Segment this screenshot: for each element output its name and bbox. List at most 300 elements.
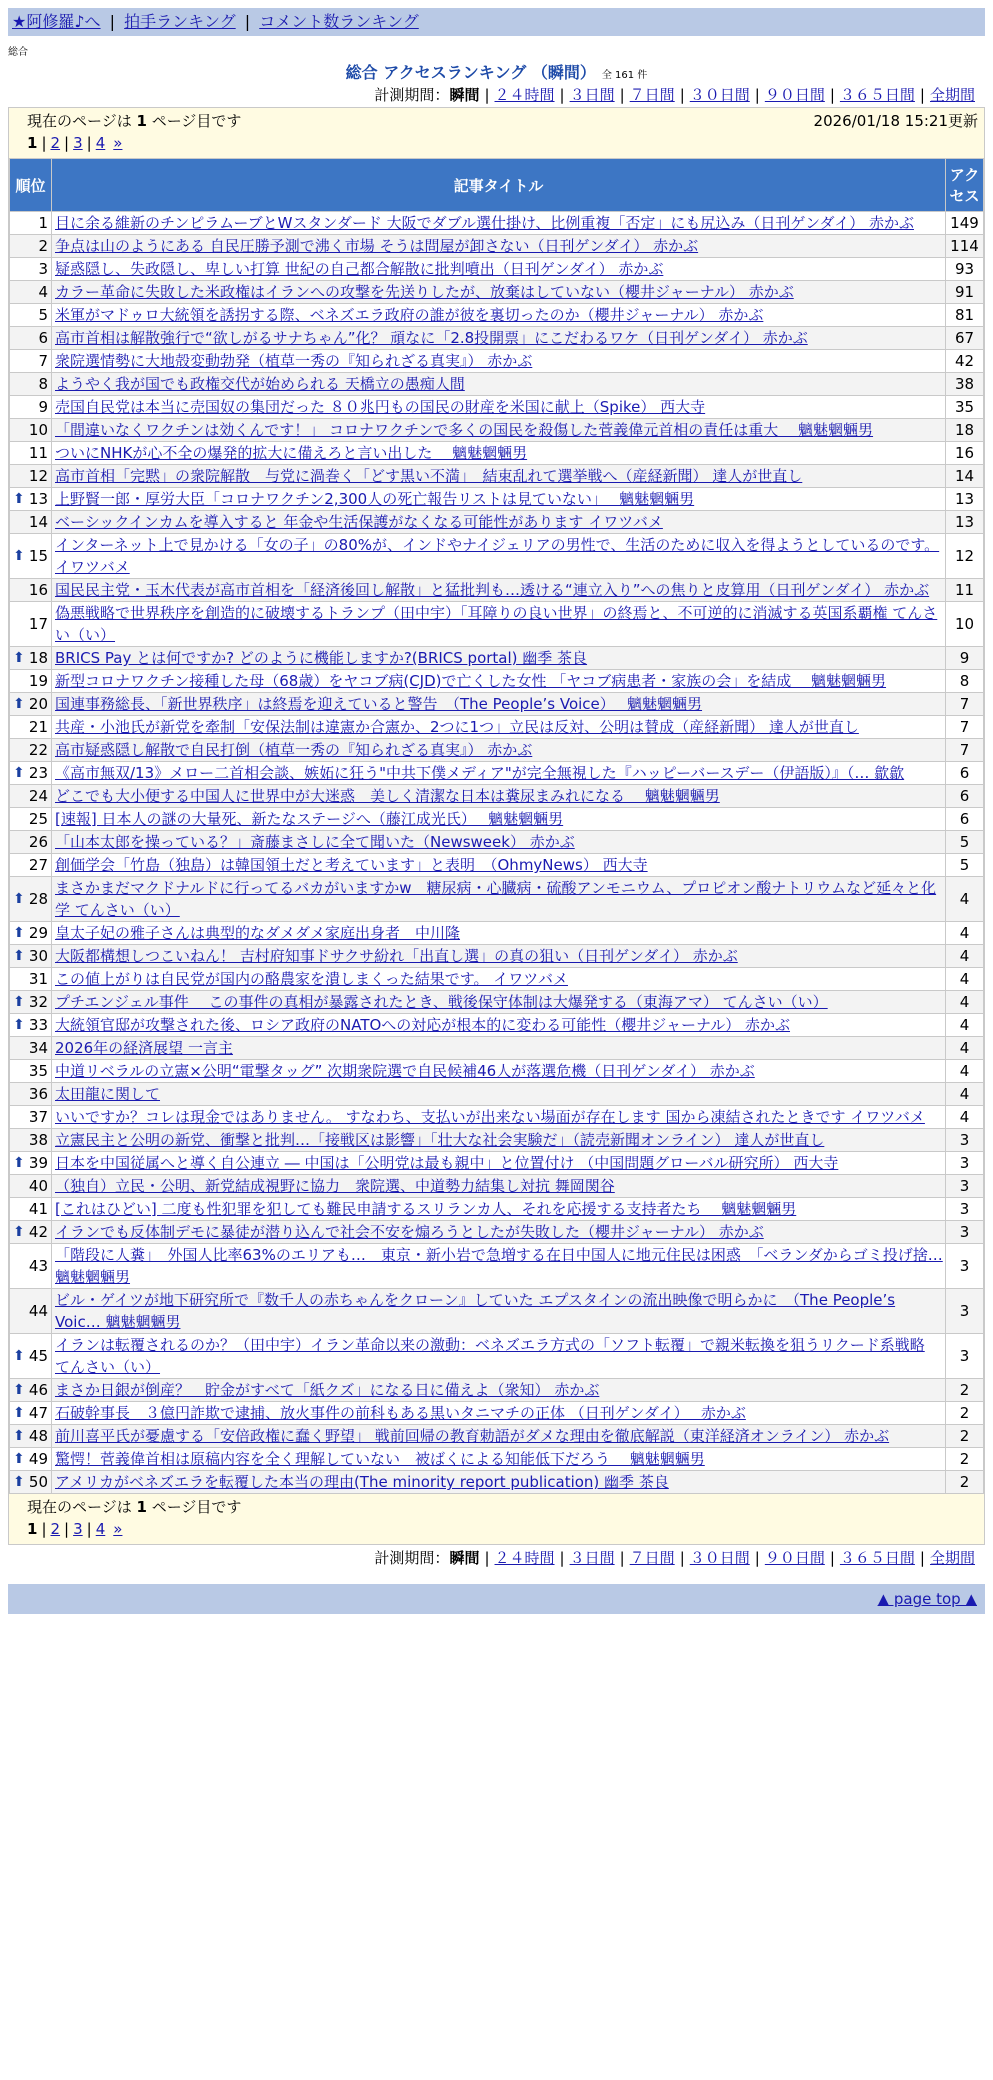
rank-number: 35 [28, 1062, 48, 1080]
table-row [10, 327, 984, 350]
article-title-link[interactable]: 高市首相は解散強行で“欲しがるサナちゃん”化？ 頑なに「2.8投開票」にこだわるワケ（日刊ゲンダイ） 赤かぶ [55, 329, 808, 347]
title-cell [52, 1060, 946, 1083]
article-title-link[interactable]: ようやく我が国でも政権交代が始められる 天橋立の愚痴人間 [55, 375, 465, 393]
period-link[interactable]: ７日間 [629, 1549, 675, 1567]
rank-number: 13 [28, 490, 48, 508]
table-row [10, 488, 984, 511]
table-row [10, 1289, 984, 1334]
access-count: 3 [946, 1334, 984, 1379]
article-title-link[interactable]: 驚愕！菅義偉首相は原稿内容を全く理解していない 被ばくによる知能低下だろう 魑魅魍魎男 [55, 1450, 705, 1468]
period-separator: | [484, 1549, 490, 1567]
access-count: 11 [946, 579, 984, 602]
table-row [10, 1129, 984, 1152]
article-title-link[interactable]: 《高市無双/13》メロー二首相会談、嫉妬に狂う"中共下僕メディア"が完全無視した『ハッピーバースデー（伊語版）』（… 歙歙 [55, 764, 905, 782]
title-cell [52, 945, 946, 968]
access-count: 38 [946, 373, 984, 396]
page-separator: | [86, 1520, 92, 1538]
period-selector-bottom [8, 1548, 985, 1568]
access-count: 4 [946, 968, 984, 991]
table-row [10, 1221, 984, 1244]
article-title-link[interactable]: インターネット上で見かける「女の子」の80%が、インドやナイジェリアの男性で、生活のために収入を得ようとしているのです。 イワツバメ [55, 536, 940, 576]
table-row [10, 1083, 984, 1106]
article-title-link[interactable]: （独自）立民・公明、新党結成視野に協力 衆院選、中道勢力結集し対抗 舞岡関谷 [55, 1177, 615, 1195]
title-cell [52, 1289, 946, 1334]
rank-up-arrow-icon: ⬆ [13, 1348, 25, 1364]
nav-separator: | [109, 12, 116, 31]
next-page-link[interactable]: » [113, 1520, 123, 1538]
next-page-link[interactable]: » [113, 134, 123, 152]
title-cell [52, 785, 946, 808]
period-separator: | [829, 1549, 835, 1567]
column-header-rank: 順位 [10, 159, 52, 212]
rank-cell [10, 465, 52, 488]
rank-number: 34 [28, 1039, 48, 1057]
rank-number: 4 [38, 283, 48, 301]
period-separator: | [679, 86, 685, 104]
article-title-link[interactable]: 「階段に人糞」 外国人比率63%のエリアも… 東京・新小岩で急増する在日中国人に地元住民は困惑 「ベランダからゴミ投げ捨… 魑魅魍魎男 [55, 1246, 943, 1286]
rank-cell [10, 534, 52, 579]
access-count: 12 [946, 534, 984, 579]
pager-top [9, 108, 984, 158]
period-separator: | [619, 1549, 625, 1567]
title-cell [52, 258, 946, 281]
title-cell [52, 1379, 946, 1402]
access-count: 35 [946, 396, 984, 419]
table-row [10, 281, 984, 304]
table-row [10, 1152, 984, 1175]
access-count: 4 [946, 1106, 984, 1129]
page-status-prefix: 現在のページは [27, 112, 132, 130]
access-count: 7 [946, 739, 984, 762]
access-count: 6 [946, 785, 984, 808]
access-count: 91 [946, 281, 984, 304]
article-title-link[interactable]: まさか日銀が倒産？ 貯金がすべて「紙クズ」になる日に備えよ（衆知） 赤かぶ [55, 1381, 600, 1399]
table-row [10, 854, 984, 877]
rank-cell [10, 670, 52, 693]
period-current: 瞬間 [449, 1549, 480, 1567]
rank-cell [10, 1175, 52, 1198]
title-cell [52, 647, 946, 670]
title-cell [52, 212, 946, 235]
article-title-link[interactable]: アメリカがベネズエラを転覆した本当の理由(The minority report publication) 幽季 茶良 [55, 1473, 669, 1491]
article-title-link[interactable]: [速報] 日本人の謎の大量死、新たなステージへ（藤江成光氏） 魑魅魍魎男 [55, 810, 564, 828]
article-title-link[interactable]: BRICS Pay とは何ですか? どのように機能しますか?(BRICS portal) 幽季 茶良 [55, 649, 588, 667]
rank-cell [10, 1244, 52, 1289]
rank-up-arrow-icon: ⬆ [13, 1224, 25, 1240]
access-count: 93 [946, 258, 984, 281]
article-title-link[interactable]: 大統領官邸が攻撃された後、ロシア政府のNATOへの対応が根本的に変わる可能性（櫻井ジャーナル） 赤かぶ [55, 1016, 791, 1034]
rank-up-arrow-icon: ⬆ [13, 1474, 25, 1490]
rank-number: 46 [28, 1381, 48, 1399]
article-title-link[interactable]: 前川喜平氏が憂慮する「安倍政権に蠢く野望」 戦前回帰の教育勅語がダメな理由を徹底解説（東洋経済オンライン） 赤かぶ [55, 1427, 890, 1445]
article-title-link[interactable]: 争点は山のようにある 自民圧勝予測で沸く市場 そうは問屋が卸さない（日刊ゲンダイ） 赤かぶ [55, 237, 699, 255]
period-separator: | [829, 86, 835, 104]
rank-cell [10, 991, 52, 1014]
page-link[interactable]: 3 [73, 134, 83, 152]
title-cell [52, 1471, 946, 1494]
title-cell [52, 968, 946, 991]
table-row [10, 968, 984, 991]
access-count: 3 [946, 1175, 984, 1198]
article-title-link[interactable]: 目に余る維新のチンピラムーブとWスタンダード 大阪でダブル選仕掛け、比例重複「否定」にも尻込み（日刊ゲンダイ） 赤かぶ [55, 214, 914, 232]
rank-cell [10, 212, 52, 235]
period-link[interactable]: ３０日間 [689, 86, 750, 104]
title-cell [52, 854, 946, 877]
rank-cell [10, 373, 52, 396]
rank-cell [10, 1129, 52, 1152]
rank-number: 19 [28, 672, 48, 690]
table-row [10, 647, 984, 670]
rank-up-arrow-icon: ⬆ [13, 548, 25, 564]
period-separator: | [619, 86, 625, 104]
table-row [10, 1379, 984, 1402]
table-row [10, 739, 984, 762]
period-separator: | [679, 1549, 685, 1567]
page-separator: | [41, 134, 47, 152]
article-title-link[interactable]: 新型コロナワクチン接種した母（68歳）をヤコブ病(CJD)で亡くした女性 「ヤコブ病患者・家族の会」を結成 魑魅魍魎男 [55, 672, 887, 690]
access-count: 3 [946, 1129, 984, 1152]
rank-number: 39 [28, 1154, 48, 1172]
rank-number: 18 [28, 649, 48, 667]
table-row [10, 396, 984, 419]
rank-cell [10, 877, 52, 922]
period-separator: | [919, 1549, 925, 1567]
title-cell [52, 670, 946, 693]
table-row [10, 1244, 984, 1289]
title-cell [52, 1175, 946, 1198]
article-title-link[interactable]: どこでも大小便する中国人に世界中が大迷惑 美しく清潔な日本は糞尿まみれになる 魑魅魍魎男 [55, 787, 720, 805]
rank-cell [10, 1471, 52, 1494]
table-row [10, 579, 984, 602]
table-row [10, 670, 984, 693]
rank-number: 9 [38, 398, 48, 416]
rank-up-arrow-icon: ⬆ [13, 696, 25, 712]
table-row [10, 258, 984, 281]
table-row [10, 831, 984, 854]
pager-bottom [9, 1494, 984, 1544]
period-link[interactable]: ９０日間 [764, 1549, 825, 1567]
access-count: 3 [946, 1221, 984, 1244]
rank-up-arrow-icon: ⬆ [13, 1405, 25, 1421]
access-count: 149 [946, 212, 984, 235]
rank-number: 26 [28, 833, 48, 851]
article-title-link[interactable]: 上野賢一郎・厚労大臣「コロナワクチン2,300人の死亡報告リストは見ていない」 魑魅魍魎男 [55, 490, 695, 508]
article-title-link[interactable]: 高市首相「完黙」の衆院解散 与党に渦巻く「どす黒い不満」 結束乱れて選挙戦へ（産経新聞） 達人が世直し [55, 467, 803, 485]
access-count: 2 [946, 1448, 984, 1471]
access-count: 10 [946, 602, 984, 647]
title-cell [52, 511, 946, 534]
rank-cell [10, 579, 52, 602]
title-cell [52, 991, 946, 1014]
access-count: 9 [946, 647, 984, 670]
page-status-prefix: 現在のページは [27, 1498, 132, 1516]
rank-number: 49 [28, 1450, 48, 1468]
rank-number: 1 [38, 214, 48, 232]
rank-cell [10, 1014, 52, 1037]
title-cell [52, 808, 946, 831]
article-title-link[interactable]: プチエンジェル事件 この事件の真相が暴露されたとき、戦後保守体制は大爆発する（東海アマ） てんさい（い） [55, 993, 828, 1011]
rank-number: 5 [38, 306, 48, 324]
rank-number: 36 [28, 1085, 48, 1103]
article-title-link[interactable]: 太田龍に関して [55, 1085, 161, 1103]
article-title-link[interactable]: 国民民主党・玉木代表が高市首相を「経済後回し解散」と猛批判も…透ける“連立入り”への焦りと皮算用（日刊ゲンダイ） 赤かぶ [55, 581, 930, 599]
rank-up-arrow-icon: ⬆ [13, 1451, 25, 1467]
access-count: 18 [946, 419, 984, 442]
article-title-link[interactable]: イランでも反体制デモに暴徒が潜り込んで社会不安を煽ろうとしたが失敗した（櫻井ジャーナル） 赤かぶ [55, 1223, 764, 1241]
access-count: 6 [946, 762, 984, 785]
rank-number: 38 [28, 1131, 48, 1149]
rank-number: 29 [28, 924, 48, 942]
title-cell [52, 693, 946, 716]
page-status-suffix: ページ目です [151, 112, 242, 130]
article-title-link[interactable]: 立憲民主と公明の新党、衝撃と批判…「接戦区は影響」「壮大な社会実験だ」（読売新聞オンライン） 達人が世直し [55, 1131, 825, 1149]
rank-cell [10, 785, 52, 808]
period-link[interactable]: ３日間 [569, 86, 615, 104]
article-title-link[interactable]: 高市疑惑隠し解散で自民打倒（植草一秀の『知られざる真実』） 赤かぶ [55, 741, 533, 759]
page-separator: | [64, 134, 70, 152]
title-cell [52, 762, 946, 785]
article-title-link[interactable]: 共産・小池氏が新党を牽制「安保法制は違憲か合憲か、2つに1つ」立民は反対、公明は賛成（産経新聞） 達人が世直し [55, 718, 859, 736]
nav-separator: | [244, 12, 251, 31]
access-count: 4 [946, 922, 984, 945]
period-separator: | [919, 86, 925, 104]
period-link[interactable]: ３日間 [569, 1549, 615, 1567]
rank-number: 2 [38, 237, 48, 255]
access-count: 16 [946, 442, 984, 465]
table-row [10, 762, 984, 785]
period-link[interactable]: ２４時間 [494, 86, 555, 104]
article-title-link[interactable]: 2026年の経済展望 一言主 [55, 1039, 233, 1057]
period-link[interactable]: ３６５日間 [839, 1549, 915, 1567]
title-cell [52, 1152, 946, 1175]
table-row [10, 693, 984, 716]
period-separator: | [559, 86, 565, 104]
title-cell [52, 1014, 946, 1037]
rank-number: 48 [28, 1427, 48, 1445]
page-top-link[interactable]: ▲ page top ▲ [877, 1590, 977, 1608]
access-count: 4 [946, 877, 984, 922]
access-count: 3 [946, 1198, 984, 1221]
rank-cell [10, 1083, 52, 1106]
rank-number: 10 [28, 421, 48, 439]
rank-number: 50 [28, 1473, 48, 1491]
rank-number: 45 [28, 1347, 48, 1365]
article-title-link[interactable]: 大阪都構想しつこいねん！ 吉村府知事ドサクサ紛れ「出直し選」の真の狙い（日刊ゲンダイ） 赤かぶ [55, 947, 738, 965]
period-selector-top [8, 85, 985, 105]
rank-cell [10, 488, 52, 511]
title-cell [52, 488, 946, 511]
title-cell [52, 534, 946, 579]
rank-cell [10, 1402, 52, 1425]
rank-up-arrow-icon: ⬆ [13, 994, 25, 1010]
period-link[interactable]: ３０日間 [689, 1549, 750, 1567]
access-count: 3 [946, 1152, 984, 1175]
article-title-link[interactable]: ついにNHKが心不全の爆発的拡大に備えろと言い出した 魑魅魍魎男 [55, 444, 528, 462]
table-row [10, 922, 984, 945]
article-title-link[interactable]: 疑惑隠し、失政隠し、卑しい打算 世紀の自己都合解散に批判噴出（日刊ゲンダイ） 赤かぶ [55, 260, 664, 278]
table-row [10, 304, 984, 327]
article-title-link[interactable]: この値上がりは自民党が国内の酪農家を潰しまくった結果です。 イワツバメ [55, 970, 568, 988]
period-link[interactable]: ２４時間 [494, 1549, 555, 1567]
article-title-link[interactable]: 中道リベラルの立憲×公明“電撃タッグ” 次期衆院選で自民候補46人が落選危機（日刊ゲンダイ） 赤かぶ [55, 1062, 755, 1080]
applause-ranking-link[interactable]: 拍手ランキング [124, 12, 236, 31]
period-link[interactable]: ３６５日間 [839, 86, 915, 104]
period-label: 計測期間： [374, 1549, 450, 1567]
article-title-link[interactable]: 日本を中国従属へと導く自公連立 ― 中国は「公明党は最も親中」と位置付け （中国問題グローバル研究所） 西大寺 [55, 1154, 839, 1172]
article-title-link[interactable]: 米軍がマドゥロ大統領を誘拐する際、ベネズエラ政府の誰が彼を裏切ったのか（櫻井ジャーナル） 赤かぶ [55, 306, 764, 324]
article-title-link[interactable]: 売国自民党は本当に売国奴の集団だった ８０兆円もの国民の財産を米国に献上（Spike） 西大寺 [55, 398, 706, 416]
page-status-suffix: ページ目です [151, 1498, 242, 1516]
rank-cell [10, 647, 52, 670]
title-cell [52, 304, 946, 327]
access-count: 7 [946, 716, 984, 739]
page-status-number: 1 [136, 112, 147, 130]
title-cell [52, 1221, 946, 1244]
rank-cell [10, 945, 52, 968]
top-nav-bar [8, 8, 985, 36]
title-cell [52, 1037, 946, 1060]
total-count: 全 161 件 [601, 70, 648, 81]
rank-cell [10, 304, 52, 327]
table-row [10, 373, 984, 396]
rank-number: 47 [28, 1404, 48, 1422]
title-cell [52, 1402, 946, 1425]
article-title-link[interactable]: ビル・ゲイツが地下研究所で『数千人の赤ちゃんをクローン』していた エプスタインの流出映像で明らかに （The People’s Voic… 魑魅魍魎男 [55, 1291, 896, 1331]
page-link[interactable]: 4 [95, 134, 106, 152]
rank-number: 16 [28, 581, 48, 599]
rank-number: 12 [28, 467, 48, 485]
comment-ranking-link[interactable]: コメント数ランキング [259, 12, 419, 31]
page-current: 1 [27, 1520, 38, 1538]
rank-number: 42 [28, 1223, 48, 1241]
ranking-panel [8, 107, 985, 1545]
rank-number: 6 [38, 329, 48, 347]
title-cell [52, 922, 946, 945]
page-link[interactable]: 2 [50, 134, 61, 152]
rank-number: 32 [28, 993, 48, 1011]
article-title-link[interactable]: 衆院選情勢に大地殻変動勃発（植草一秀の『知られざる真実』） 赤かぶ [55, 352, 533, 370]
period-link[interactable]: ９０日間 [764, 86, 825, 104]
access-count: 67 [946, 327, 984, 350]
access-count: 13 [946, 511, 984, 534]
title-cell [52, 739, 946, 762]
access-count: 13 [946, 488, 984, 511]
updated-timestamp: 2026/01/18 15:21更新 [813, 112, 978, 130]
rank-up-arrow-icon: ⬆ [13, 925, 25, 941]
table-row [10, 945, 984, 968]
rank-number: 15 [28, 547, 48, 565]
title-cell [52, 1129, 946, 1152]
rank-number: 7 [38, 352, 48, 370]
rank-number: 24 [28, 787, 48, 805]
title-cell [52, 1334, 946, 1379]
page-link[interactable]: 4 [95, 1520, 106, 1538]
rank-cell [10, 1106, 52, 1129]
bottom-bar [8, 1584, 985, 1614]
table-row [10, 212, 984, 235]
rank-cell [10, 968, 52, 991]
title-cell [52, 327, 946, 350]
article-title-link[interactable]: ベーシックインカムを導入すると 年金や生活保護がなくなる可能性があります イワツバメ [55, 513, 663, 531]
period-link[interactable]: ７日間 [629, 86, 675, 104]
rank-cell [10, 1037, 52, 1060]
rank-cell [10, 854, 52, 877]
title-cell [52, 1106, 946, 1129]
table-row [10, 716, 984, 739]
rank-cell [10, 831, 52, 854]
rank-number: 40 [28, 1177, 48, 1195]
article-title-link[interactable]: 石破幹事長 ３億円詐欺で逮捕、放火事件の前科もある黒いタニマチの正体 （日刊ゲンダイ） 赤かぶ [55, 1404, 746, 1422]
page-link[interactable]: 2 [50, 1520, 61, 1538]
rank-number: 14 [28, 513, 48, 531]
rank-number: 33 [28, 1016, 48, 1034]
page-link[interactable]: 3 [73, 1520, 83, 1538]
period-link[interactable]: 全期間 [929, 1549, 975, 1567]
rank-number: 30 [28, 947, 48, 965]
article-title-link[interactable]: 国連事務総長、「新世界秩序」は終焉を迎えていると警告 （The People’s Voice） 魑魅魍魎男 [55, 695, 703, 713]
page-title [0, 64, 993, 82]
table-row [10, 877, 984, 922]
title-cell [52, 602, 946, 647]
article-title-link[interactable]: [これはひどい] 二度も性犯罪を犯しても難民申請するスリランカ人、それを応援する支持者たち 魑魅魍魎男 [55, 1200, 797, 1218]
table-row [10, 1014, 984, 1037]
title-cell [52, 396, 946, 419]
article-title-link[interactable]: まさかまだマクドナルドに行ってるバカがいますかw 糖尿病・心臓病・硫酸アンモニウム、プロピオン酸ナトリウムなど延々と化学 てんさい（い） [55, 879, 937, 919]
access-count: 4 [946, 1014, 984, 1037]
period-separator: | [559, 1549, 565, 1567]
rank-cell [10, 1152, 52, 1175]
rank-cell [10, 922, 52, 945]
rank-number: 25 [28, 810, 48, 828]
article-title-link[interactable]: 偽悪戦略で世界秩序を創造的に破壊するトランプ（田中宇）「耳障りの良い世界」の終焉と、不可逆的に消滅する英国系覇権 てんさい（い） [55, 604, 938, 644]
period-separator: | [754, 1549, 760, 1567]
access-count: 42 [946, 350, 984, 373]
article-title-link[interactable]: カラー革命に失敗した米政権はイランへの攻撃を先送りしたが、放棄はしていない（櫻井ジャーナル） 赤かぶ [55, 283, 794, 301]
article-title-link[interactable]: イランは転覆されるのか？（田中宇）イラン革命以来の激動：ベネズエラ方式の「ソフト転覆」で親米転換を狙うリクード系戦略 てんさい（い） [55, 1336, 925, 1376]
access-count: 3 [946, 1289, 984, 1334]
article-title-link[interactable]: 創価学会「竹島（独島）は韓国領土だと考えています」と表明 （OhmyNews） 西大寺 [55, 856, 648, 874]
access-count: 7 [946, 693, 984, 716]
page-links-bottom [27, 1518, 966, 1540]
column-header-title: 記事タイトル [52, 159, 946, 212]
rank-number: 3 [38, 260, 48, 278]
ranking-table [9, 158, 984, 1494]
rank-cell [10, 258, 52, 281]
article-title-link[interactable]: 皇太子妃の雅子さんは典型的なダメダメ家庭出身者 中川隆 [55, 924, 461, 942]
rank-up-arrow-icon: ⬆ [13, 1428, 25, 1444]
article-title-link[interactable]: 「間違いなくワクチンは効くんです！」 コロナワクチンで多くの国民を殺傷した菅義偉元首相の責任は重大 魑魅魍魎男 [55, 421, 874, 439]
page-separator: | [86, 134, 92, 152]
table-row [10, 1448, 984, 1471]
article-title-link[interactable]: いいですか？コレは現金ではありません。 すなわち、支払いが出来ない場面が存在します 国から凍結されたときです イワツバメ [55, 1108, 925, 1126]
title-cell [52, 373, 946, 396]
title-cell [52, 1083, 946, 1106]
home-link[interactable]: ★阿修羅♪へ [12, 12, 101, 31]
title-cell [52, 1244, 946, 1289]
table-row [10, 1334, 984, 1379]
rank-cell [10, 1289, 52, 1334]
rank-cell [10, 602, 52, 647]
rank-number: 22 [28, 741, 48, 759]
period-link[interactable]: 全期間 [929, 86, 975, 104]
article-title-link[interactable]: 「山本太郎を操っている？」斎藤まさしに全て聞いた（Newsweek） 赤かぶ [55, 833, 575, 851]
rank-cell [10, 396, 52, 419]
title-cell [52, 419, 946, 442]
access-count: 2 [946, 1402, 984, 1425]
rank-number: 43 [28, 1257, 48, 1275]
rank-up-arrow-icon: ⬆ [13, 491, 25, 507]
title-cell [52, 1425, 946, 1448]
